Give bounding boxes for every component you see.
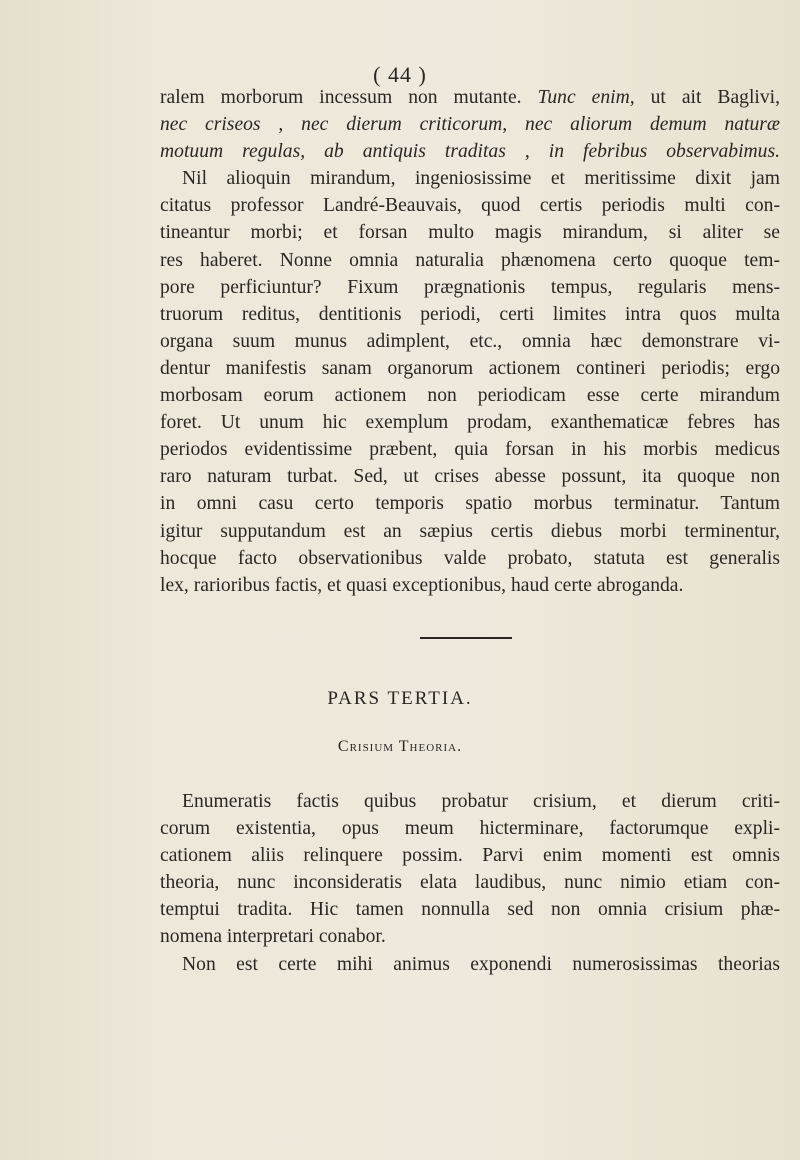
text-line: [160, 165, 780, 192]
text-line: [160, 138, 780, 165]
text-span: igitur supputandum est an sæpius certis diebus morbi terminentur,: [160, 520, 780, 542]
text-span: cationem aliis relinquere possim. Parvi enim momenti est omnis: [160, 845, 780, 867]
italic-text: motuum regulas, ab antiquis traditas , in febribus observabimus.: [160, 141, 780, 163]
text-line: [160, 192, 780, 219]
text-line: [160, 301, 780, 328]
text-section-1: [160, 84, 780, 599]
text-span: citatus professor Landré-Beauvais, quod certis periodis multi con-: [160, 195, 780, 217]
italic-text: Tunc enim,: [537, 87, 635, 108]
text-span: in omni casu certo temporis spatio morbus terminatur. Tantum: [160, 493, 780, 515]
text-span: ut ait Baglivi,: [634, 87, 780, 108]
text-span: periodos evidentissime præbent, quia forsan in his morbis medicus: [160, 439, 780, 461]
text-span: Enumeratis factis quibus probatur crisium, et dierum criti-: [182, 791, 780, 812]
part-heading: PARS TERTIA.: [327, 688, 473, 709]
text-line: [160, 490, 780, 517]
text-span: truorum reditus, dentitionis periodi, certi limites intra quos multa: [160, 303, 780, 325]
text-line: [160, 923, 780, 950]
text-line: [160, 436, 780, 463]
text-span: corum existentia, opus meum hicterminare, factorumque expli-: [160, 818, 780, 840]
text-span: hocque facto observationibus valde probato, statuta est generalis: [160, 547, 780, 569]
text-line: [160, 355, 780, 382]
text-span: tineantur morbi; et forsan multo magis mirandum, si aliter se: [160, 222, 780, 244]
text-span: ralem morborum incessum non mutante.: [160, 87, 538, 108]
text-line: [160, 518, 780, 545]
text-line: [160, 869, 780, 896]
text-line: [160, 111, 780, 138]
text-span: pore perficiuntur? Fixum prægnationis tempus, regularis mens-: [160, 276, 780, 298]
text-line: [160, 545, 780, 572]
text-span: temptui tradita. Hic tamen nonnulla sed non omnia crisium phæ-: [160, 899, 780, 921]
text-span: raro naturam turbat. Sed, ut crises abesse possunt, ita quoque non: [160, 466, 780, 488]
text-span: nomena interpretari conabor.: [160, 926, 386, 948]
page-number: ( 44 ): [373, 62, 427, 87]
text-line: [160, 572, 780, 599]
text-span: foret. Ut unum hic exemplum prodam, exanthematicæ febres has: [160, 412, 780, 434]
text-span: dentur manifestis sanam organorum actionem contineri periodis; ergo: [160, 357, 780, 379]
text-section-2: [160, 788, 780, 978]
text-span: Non est certe mihi animus exponendi numerosissimas theorias: [182, 953, 780, 975]
subheading: Crisium Theoria.: [337, 738, 463, 755]
text-span: morbosam eorum actionem non periodicam esse certe mirandum: [160, 385, 780, 407]
text-line: [160, 274, 780, 301]
text-line: [160, 842, 780, 869]
text-line: [160, 328, 780, 355]
text-line: [160, 788, 780, 815]
text-line: [160, 247, 780, 274]
text-span: theoria, nunc inconsideratis elata laudibus, nunc nimio etiam con-: [160, 872, 780, 894]
text-line: [160, 382, 780, 409]
text-line: [160, 409, 780, 436]
text-line: [160, 896, 780, 923]
text-span: organa suum munus adimplent, etc., omnia hæc demonstrare vi-: [160, 330, 780, 352]
text-line: [160, 951, 780, 978]
text-line: [160, 463, 780, 490]
italic-text: nec criseos , nec dierum criticorum, nec aliorum demum naturæ: [160, 114, 780, 136]
text-line: [160, 84, 780, 111]
text-line: [160, 219, 780, 246]
text-span: res haberet. Nonne omnia naturalia phænomena certo quoque tem-: [160, 249, 780, 271]
text-span: lex, rarioribus factis, et quasi exceptionibus, haud certe abroganda.: [160, 574, 684, 596]
section-divider: [420, 637, 512, 639]
text-span: Nil alioquin mirandum, ingeniosissime et meritissime dixit jam: [182, 168, 780, 190]
text-line: [160, 815, 780, 842]
